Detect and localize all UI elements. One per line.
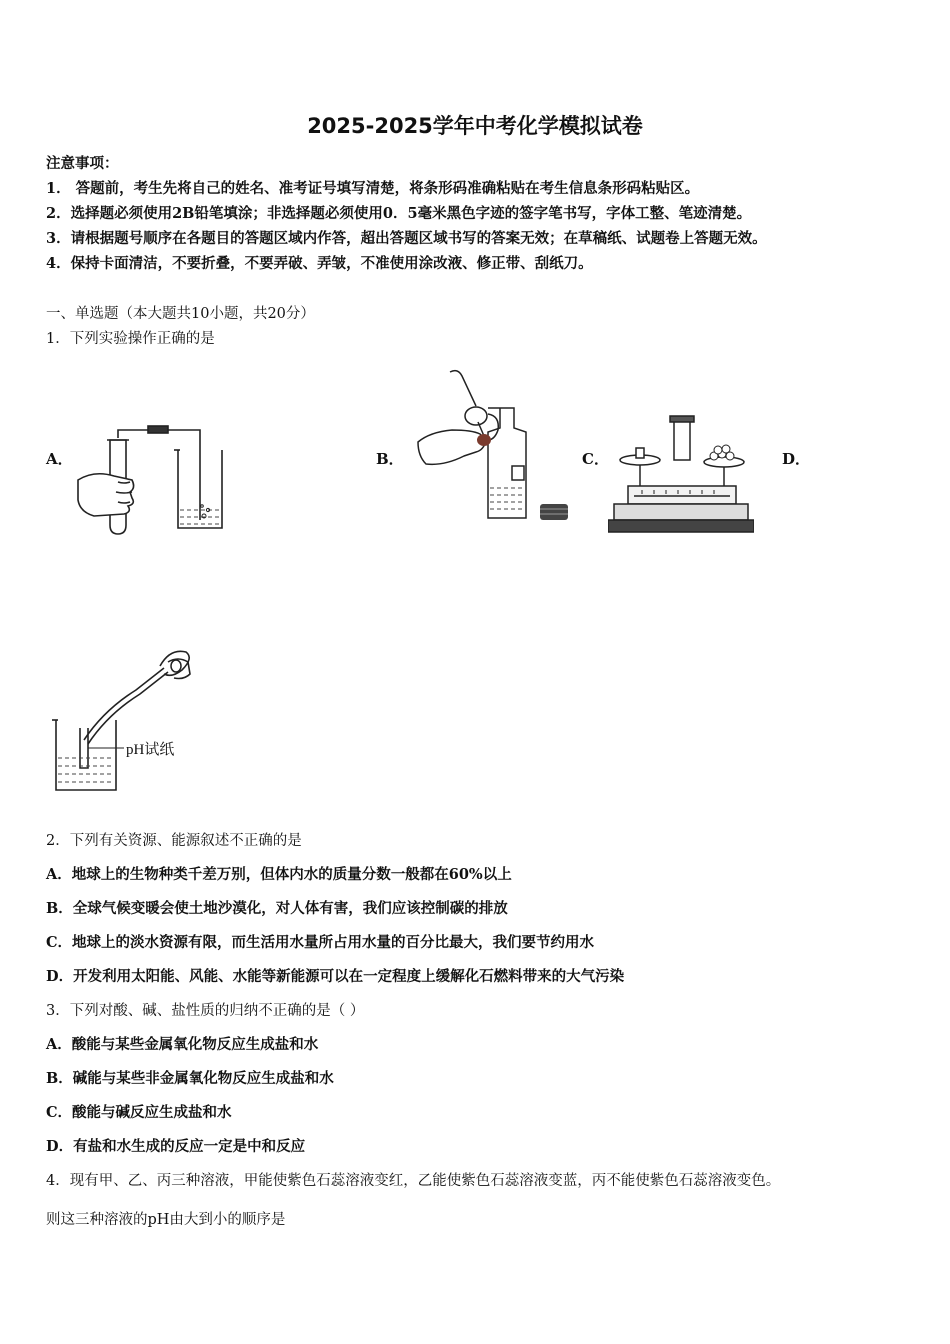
q1-stem: 1．下列实验操作正确的是 [46,331,215,347]
figure-dropper-operation [414,368,574,528]
figure-airtight-check [74,420,244,540]
q2-option-b: B．全球气候变暖会使土地沙漠化，对人体有害，我们应该控制碳的排放 [46,900,508,917]
q1-option-b-label: B． [376,450,404,468]
notice-item-1: 1． 答题前，考生先将自己的姓名、准考证号填写清楚，将条形码准确粘贴在考生信息条形码粘贴区。 [46,180,700,197]
q3-stem: 3．下列对酸、碱、盐性质的归纳不正确的是（ ） [46,1003,365,1019]
notice-heading: 注意事项： [46,155,119,172]
notice-item-3: 3．请根据题号顺序在各题目的答题区域内作答，超出答题区域书写的答案无效；在草稿纸、试题卷上答题无效。 [46,230,767,247]
q3-option-a: A．酸能与某些金属氧化物反应生成盐和水 [46,1036,319,1053]
q1-option-a-label: A． [46,450,73,468]
section-heading: 一、单选题（本大题共10小题，共20分） [46,306,315,322]
q2-stem: 2．下列有关资源、能源叙述不正确的是 [46,833,302,849]
figure-balance-weighing [608,412,754,538]
q2-option-a: A．地球上的生物种类千差万别，但体内水的质量分数一般都在60%以上 [46,866,512,883]
notice-item-4: 4．保持卡面清洁，不要折叠，不要弄破、弄皱，不准使用涂改液、修正带、刮纸刀。 [46,255,593,272]
ph-paper-label: pH试纸 [126,742,175,758]
q4-stem: 4．现有甲、乙、丙三种溶液，甲能使紫色石蕊溶液变红，乙能使紫色石蕊溶液变蓝，丙不能使紫色石蕊溶液变色。 [46,1173,781,1189]
page-title: 2025-2025学年中考化学模拟试卷 [307,114,643,138]
q2-option-d: D．开发利用太阳能、风能、水能等新能源可以在一定程度上缓解化石燃料带来的大气污染 [46,968,625,985]
notice-item-2: 2．选择题必须使用2B铅笔填涂；非选择题必须使用0．5毫米黑色字迹的签字笔书写，字体工整、笔迹清楚。 [46,205,752,222]
figure-ph-test [44,640,214,800]
q1-option-c-label: C． [582,450,609,468]
q3-option-c: C．酸能与碱反应生成盐和水 [46,1104,232,1121]
q2-option-c: C．地球上的淡水资源有限，而生活用水量所占用水量的百分比最大，我们要节约用水 [46,934,595,951]
q4-stem-continued: 则这三种溶液的pH由大到小的顺序是 [46,1212,286,1228]
q3-option-d: D．有盐和水生成的反应一定是中和反应 [46,1138,306,1155]
q3-option-b: B．碱能与某些非金属氧化物反应生成盐和水 [46,1070,334,1087]
q1-option-d-label: D． [782,450,811,468]
